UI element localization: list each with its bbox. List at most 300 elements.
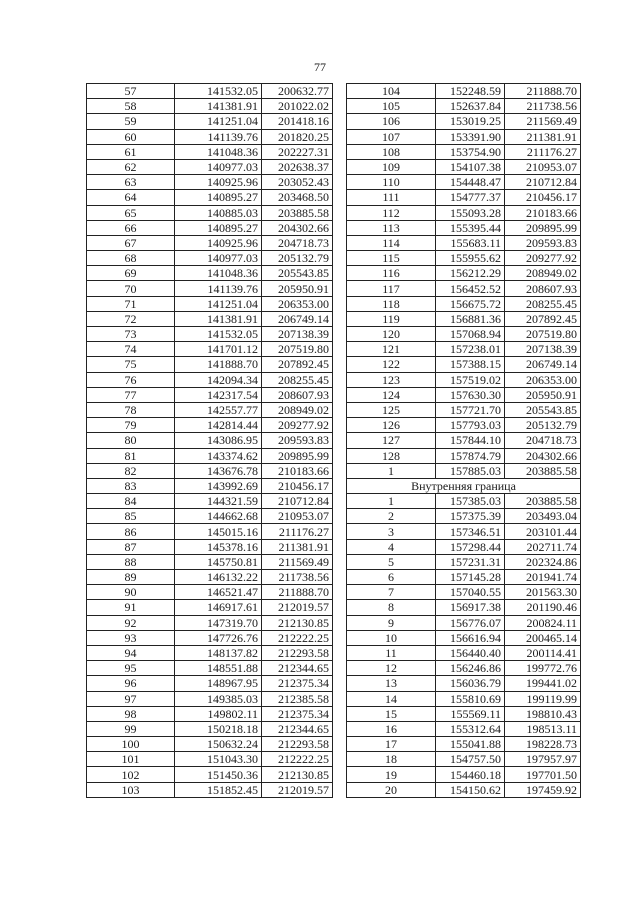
point-number-cell: 103: [87, 782, 175, 797]
point-number-cell: 81: [87, 448, 175, 463]
y-coordinate-cell: 208607.93: [262, 387, 333, 402]
x-coordinate-cell: 143676.78: [175, 463, 262, 478]
point-number-cell: 119: [347, 311, 436, 326]
point-number-cell: 98: [87, 706, 175, 721]
x-coordinate-cell: 157346.51: [436, 524, 505, 539]
y-coordinate-cell: 211888.70: [262, 585, 333, 600]
point-number-cell: 5: [347, 554, 436, 569]
table-row: [347, 84, 581, 99]
x-coordinate-cell: 156675.72: [436, 296, 505, 311]
x-coordinate-cell: 154777.37: [436, 190, 505, 205]
point-number-cell: 76: [87, 372, 175, 387]
point-number-cell: 1: [347, 463, 436, 478]
table-row: [87, 99, 333, 114]
y-coordinate-cell: 209895.99: [505, 220, 581, 235]
table-row: [347, 235, 581, 250]
y-coordinate-cell: 212375.34: [262, 676, 333, 691]
y-coordinate-cell: 201563.30: [505, 585, 581, 600]
table-row: [87, 357, 333, 372]
point-number-cell: 59: [87, 114, 175, 129]
y-coordinate-cell: 212385.58: [262, 691, 333, 706]
point-number-cell: 17: [347, 737, 436, 752]
table-row: [347, 448, 581, 463]
table-row: [347, 418, 581, 433]
point-number-cell: 72: [87, 311, 175, 326]
y-coordinate-cell: 202324.86: [505, 554, 581, 569]
table-row: [87, 220, 333, 235]
y-coordinate-cell: 197701.50: [505, 767, 581, 782]
x-coordinate-cell: 157298.44: [436, 539, 505, 554]
x-coordinate-cell: 152637.84: [436, 99, 505, 114]
y-coordinate-cell: 203885.58: [505, 494, 581, 509]
x-coordinate-cell: 157874.79: [436, 448, 505, 463]
x-coordinate-cell: 141532.05: [175, 84, 262, 99]
x-coordinate-cell: 154460.18: [436, 767, 505, 782]
x-coordinate-cell: 152248.59: [436, 84, 505, 99]
y-coordinate-cell: 207138.39: [262, 327, 333, 342]
x-coordinate-cell: 141532.05: [175, 327, 262, 342]
table-row: [347, 767, 581, 782]
table-row: [347, 645, 581, 660]
table-row: [347, 570, 581, 585]
point-number-cell: 77: [87, 387, 175, 402]
point-number-cell: 114: [347, 235, 436, 250]
y-coordinate-cell: 202711.74: [505, 539, 581, 554]
table-row: [347, 661, 581, 676]
x-coordinate-cell: 156452.52: [436, 281, 505, 296]
table-row: [87, 615, 333, 630]
x-coordinate-cell: 157145.28: [436, 570, 505, 585]
point-number-cell: 3: [347, 524, 436, 539]
table-row: [87, 433, 333, 448]
point-number-cell: 6: [347, 570, 436, 585]
point-number-cell: 100: [87, 737, 175, 752]
table-row: [87, 585, 333, 600]
x-coordinate-cell: 156917.38: [436, 600, 505, 615]
x-coordinate-cell: 141048.36: [175, 144, 262, 159]
point-number-cell: 82: [87, 463, 175, 478]
table-row: [87, 281, 333, 296]
point-number-cell: 90: [87, 585, 175, 600]
table-row: [87, 144, 333, 159]
table-row: [87, 478, 333, 493]
y-coordinate-cell: 202638.37: [262, 159, 333, 174]
y-coordinate-cell: 210953.07: [505, 159, 581, 174]
table-row: [347, 205, 581, 220]
x-coordinate-cell: 157068.94: [436, 327, 505, 342]
point-number-cell: 4: [347, 539, 436, 554]
x-coordinate-cell: 141381.91: [175, 99, 262, 114]
y-coordinate-cell: 201022.02: [262, 99, 333, 114]
y-coordinate-cell: 200632.77: [262, 84, 333, 99]
table-row: [347, 494, 581, 509]
point-number-cell: 14: [347, 691, 436, 706]
point-number-cell: 71: [87, 296, 175, 311]
point-number-cell: 16: [347, 721, 436, 736]
x-coordinate-cell: 141139.76: [175, 281, 262, 296]
y-coordinate-cell: 200465.14: [505, 630, 581, 645]
section-title: Внутренняя граница: [347, 478, 581, 493]
y-coordinate-cell: 212344.65: [262, 721, 333, 736]
x-coordinate-cell: 142814.44: [175, 418, 262, 433]
table-row: [87, 494, 333, 509]
table-row: [87, 554, 333, 569]
point-number-cell: 86: [87, 524, 175, 539]
x-coordinate-cell: 157885.03: [436, 463, 505, 478]
point-number-cell: 12: [347, 661, 436, 676]
y-coordinate-cell: 211738.56: [262, 570, 333, 585]
table-row: [87, 129, 333, 144]
point-number-cell: 122: [347, 357, 436, 372]
point-number-cell: 125: [347, 402, 436, 417]
point-number-cell: 11: [347, 645, 436, 660]
point-number-cell: 64: [87, 190, 175, 205]
x-coordinate-cell: 157519.02: [436, 372, 505, 387]
point-number-cell: 107: [347, 129, 436, 144]
table-row: [347, 281, 581, 296]
table-row: [87, 159, 333, 174]
y-coordinate-cell: 210456.17: [505, 190, 581, 205]
point-number-cell: 110: [347, 175, 436, 190]
table-row: [87, 402, 333, 417]
table-row: [347, 311, 581, 326]
y-coordinate-cell: 208607.93: [505, 281, 581, 296]
y-coordinate-cell: 211569.49: [505, 114, 581, 129]
table-row: [87, 661, 333, 676]
point-number-cell: 91: [87, 600, 175, 615]
point-number-cell: 104: [347, 84, 436, 99]
x-coordinate-cell: 153754.90: [436, 144, 505, 159]
x-coordinate-cell: 149385.03: [175, 691, 262, 706]
x-coordinate-cell: 155683.11: [436, 235, 505, 250]
table-row: [87, 706, 333, 721]
table-row: [347, 676, 581, 691]
y-coordinate-cell: 211888.70: [505, 84, 581, 99]
table-row: [87, 524, 333, 539]
table-row: [347, 99, 581, 114]
table-row: [347, 266, 581, 281]
y-coordinate-cell: 208255.45: [505, 296, 581, 311]
point-number-cell: 123: [347, 372, 436, 387]
table-row: [87, 539, 333, 554]
point-number-cell: 121: [347, 342, 436, 357]
point-number-cell: 73: [87, 327, 175, 342]
table-row: [87, 509, 333, 524]
table-row: [347, 721, 581, 736]
table-row: [347, 220, 581, 235]
y-coordinate-cell: 198513.11: [505, 721, 581, 736]
y-coordinate-cell: 211176.27: [505, 144, 581, 159]
table-row: [347, 296, 581, 311]
y-coordinate-cell: 207519.80: [505, 327, 581, 342]
x-coordinate-cell: 157238.01: [436, 342, 505, 357]
x-coordinate-cell: 156212.29: [436, 266, 505, 281]
y-coordinate-cell: 212019.57: [262, 600, 333, 615]
table-row: [347, 129, 581, 144]
y-coordinate-cell: 204302.66: [262, 220, 333, 235]
table-row: [347, 402, 581, 417]
y-coordinate-cell: 198228.73: [505, 737, 581, 752]
point-number-cell: 83: [87, 478, 175, 493]
y-coordinate-cell: 210456.17: [262, 478, 333, 493]
table-row: [87, 418, 333, 433]
x-coordinate-cell: 144662.68: [175, 509, 262, 524]
table-row: [87, 737, 333, 752]
y-coordinate-cell: 205950.91: [505, 387, 581, 402]
point-number-cell: 124: [347, 387, 436, 402]
x-coordinate-cell: 156246.86: [436, 661, 505, 676]
point-number-cell: 108: [347, 144, 436, 159]
x-coordinate-cell: 149802.11: [175, 706, 262, 721]
table-row: [87, 266, 333, 281]
x-coordinate-cell: 157231.31: [436, 554, 505, 569]
table-row: [87, 235, 333, 250]
point-number-cell: 65: [87, 205, 175, 220]
point-number-cell: 18: [347, 752, 436, 767]
y-coordinate-cell: 208949.02: [505, 266, 581, 281]
x-coordinate-cell: 146132.22: [175, 570, 262, 585]
point-number-cell: 70: [87, 281, 175, 296]
x-coordinate-cell: 154107.38: [436, 159, 505, 174]
y-coordinate-cell: 202227.31: [262, 144, 333, 159]
y-coordinate-cell: 212344.65: [262, 661, 333, 676]
x-coordinate-cell: 151450.36: [175, 767, 262, 782]
y-coordinate-cell: 204718.73: [505, 433, 581, 448]
point-number-cell: 120: [347, 327, 436, 342]
point-number-cell: 128: [347, 448, 436, 463]
y-coordinate-cell: 210712.84: [505, 175, 581, 190]
table-row: [347, 752, 581, 767]
x-coordinate-cell: 155312.64: [436, 721, 505, 736]
x-coordinate-cell: 141888.70: [175, 357, 262, 372]
table-row: [347, 159, 581, 174]
y-coordinate-cell: 211381.91: [505, 129, 581, 144]
y-coordinate-cell: 201820.25: [262, 129, 333, 144]
x-coordinate-cell: 147319.70: [175, 615, 262, 630]
point-number-cell: 113: [347, 220, 436, 235]
x-coordinate-cell: 141251.04: [175, 296, 262, 311]
table-row: [87, 327, 333, 342]
y-coordinate-cell: 203885.58: [262, 205, 333, 220]
x-coordinate-cell: 141381.91: [175, 311, 262, 326]
point-number-cell: 13: [347, 676, 436, 691]
point-number-cell: 93: [87, 630, 175, 645]
table-row: [87, 84, 333, 99]
x-coordinate-cell: 144321.59: [175, 494, 262, 509]
x-coordinate-cell: 155093.28: [436, 205, 505, 220]
y-coordinate-cell: 210953.07: [262, 509, 333, 524]
x-coordinate-cell: 143086.95: [175, 433, 262, 448]
y-coordinate-cell: 200114.41: [505, 645, 581, 660]
point-number-cell: 57: [87, 84, 175, 99]
x-coordinate-cell: 140977.03: [175, 159, 262, 174]
x-coordinate-cell: 154150.62: [436, 782, 505, 797]
table-row: [87, 448, 333, 463]
table-row: [347, 539, 581, 554]
y-coordinate-cell: 212293.58: [262, 645, 333, 660]
point-number-cell: 87: [87, 539, 175, 554]
table-row: [347, 387, 581, 402]
x-coordinate-cell: 153019.25: [436, 114, 505, 129]
table-row: [347, 691, 581, 706]
y-coordinate-cell: 205950.91: [262, 281, 333, 296]
table-row: [347, 144, 581, 159]
point-number-cell: 112: [347, 205, 436, 220]
y-coordinate-cell: 212019.57: [262, 782, 333, 797]
table-row: [87, 311, 333, 326]
y-coordinate-cell: 207519.80: [262, 342, 333, 357]
coordinates-table-right: [346, 83, 581, 798]
point-number-cell: 92: [87, 615, 175, 630]
x-coordinate-cell: 143992.69: [175, 478, 262, 493]
point-number-cell: 101: [87, 752, 175, 767]
point-number-cell: 15: [347, 706, 436, 721]
y-coordinate-cell: 205543.85: [505, 402, 581, 417]
table-row: [87, 676, 333, 691]
coordinates-table-left: [86, 83, 333, 798]
x-coordinate-cell: 146521.47: [175, 585, 262, 600]
point-number-cell: 109: [347, 159, 436, 174]
x-coordinate-cell: 148967.95: [175, 676, 262, 691]
y-coordinate-cell: 197957.97: [505, 752, 581, 767]
point-number-cell: 7: [347, 585, 436, 600]
table-row: [347, 782, 581, 797]
y-coordinate-cell: 205132.79: [505, 418, 581, 433]
x-coordinate-cell: 140977.03: [175, 251, 262, 266]
y-coordinate-cell: 204302.66: [505, 448, 581, 463]
x-coordinate-cell: 157844.10: [436, 433, 505, 448]
table-row: [347, 251, 581, 266]
y-coordinate-cell: 211569.49: [262, 554, 333, 569]
x-coordinate-cell: 151852.45: [175, 782, 262, 797]
point-number-cell: 9: [347, 615, 436, 630]
point-number-cell: 127: [347, 433, 436, 448]
point-number-cell: 63: [87, 175, 175, 190]
point-number-cell: 97: [87, 691, 175, 706]
y-coordinate-cell: 210183.66: [262, 463, 333, 478]
x-coordinate-cell: 156440.40: [436, 645, 505, 660]
x-coordinate-cell: 141048.36: [175, 266, 262, 281]
point-number-cell: 118: [347, 296, 436, 311]
table-row: [347, 190, 581, 205]
x-coordinate-cell: 157721.70: [436, 402, 505, 417]
table-row: [347, 554, 581, 569]
x-coordinate-cell: 157385.03: [436, 494, 505, 509]
point-number-cell: 69: [87, 266, 175, 281]
point-number-cell: 88: [87, 554, 175, 569]
y-coordinate-cell: 203052.43: [262, 175, 333, 190]
table-row: [347, 433, 581, 448]
table-row: [87, 752, 333, 767]
point-number-cell: 66: [87, 220, 175, 235]
point-number-cell: 67: [87, 235, 175, 250]
point-number-cell: 20: [347, 782, 436, 797]
y-coordinate-cell: 209277.92: [505, 251, 581, 266]
x-coordinate-cell: 143374.62: [175, 448, 262, 463]
y-coordinate-cell: 206749.14: [262, 311, 333, 326]
x-coordinate-cell: 146917.61: [175, 600, 262, 615]
x-coordinate-cell: 157375.39: [436, 509, 505, 524]
x-coordinate-cell: 142317.54: [175, 387, 262, 402]
table-row: [347, 327, 581, 342]
x-coordinate-cell: 155569.11: [436, 706, 505, 721]
y-coordinate-cell: 205132.79: [262, 251, 333, 266]
y-coordinate-cell: 207892.45: [505, 311, 581, 326]
table-row: [87, 387, 333, 402]
y-coordinate-cell: 200824.11: [505, 615, 581, 630]
table-row: [87, 190, 333, 205]
y-coordinate-cell: 199772.76: [505, 661, 581, 676]
table-row: [347, 463, 581, 478]
table-row: [347, 706, 581, 721]
table-row: [87, 645, 333, 660]
x-coordinate-cell: 140925.96: [175, 235, 262, 250]
point-number-cell: 2: [347, 509, 436, 524]
point-number-cell: 126: [347, 418, 436, 433]
table-row: [347, 737, 581, 752]
y-coordinate-cell: 211176.27: [262, 524, 333, 539]
table-row: [87, 721, 333, 736]
table-row: [347, 114, 581, 129]
x-coordinate-cell: 142094.34: [175, 372, 262, 387]
table-row: [87, 630, 333, 645]
y-coordinate-cell: 203885.58: [505, 463, 581, 478]
point-number-cell: 84: [87, 494, 175, 509]
y-coordinate-cell: 212375.34: [262, 706, 333, 721]
y-coordinate-cell: 212222.25: [262, 752, 333, 767]
x-coordinate-cell: 150218.18: [175, 721, 262, 736]
y-coordinate-cell: 207138.39: [505, 342, 581, 357]
y-coordinate-cell: 206353.00: [505, 372, 581, 387]
y-coordinate-cell: 206749.14: [505, 357, 581, 372]
y-coordinate-cell: 199441.02: [505, 676, 581, 691]
point-number-cell: 96: [87, 676, 175, 691]
x-coordinate-cell: 150632.24: [175, 737, 262, 752]
x-coordinate-cell: 156776.07: [436, 615, 505, 630]
x-coordinate-cell: 155041.88: [436, 737, 505, 752]
table-row: [347, 342, 581, 357]
x-coordinate-cell: 157040.55: [436, 585, 505, 600]
table-row: [347, 524, 581, 539]
y-coordinate-cell: 208949.02: [262, 402, 333, 417]
table-row: [347, 175, 581, 190]
point-number-cell: 95: [87, 661, 175, 676]
point-number-cell: 94: [87, 645, 175, 660]
y-coordinate-cell: 206353.00: [262, 296, 333, 311]
table-row: [87, 691, 333, 706]
point-number-cell: 115: [347, 251, 436, 266]
point-number-cell: 60: [87, 129, 175, 144]
x-coordinate-cell: 157793.03: [436, 418, 505, 433]
x-coordinate-cell: 155395.44: [436, 220, 505, 235]
x-coordinate-cell: 155955.62: [436, 251, 505, 266]
page-number: 77: [314, 60, 326, 74]
y-coordinate-cell: 203493.04: [505, 509, 581, 524]
x-coordinate-cell: 145378.16: [175, 539, 262, 554]
point-number-cell: 68: [87, 251, 175, 266]
y-coordinate-cell: 201418.16: [262, 114, 333, 129]
point-number-cell: 106: [347, 114, 436, 129]
y-coordinate-cell: 205543.85: [262, 266, 333, 281]
point-number-cell: 105: [347, 99, 436, 114]
x-coordinate-cell: 148551.88: [175, 661, 262, 676]
x-coordinate-cell: 145015.16: [175, 524, 262, 539]
y-coordinate-cell: 210712.84: [262, 494, 333, 509]
x-coordinate-cell: 140925.96: [175, 175, 262, 190]
y-coordinate-cell: 201190.46: [505, 600, 581, 615]
x-coordinate-cell: 155810.69: [436, 691, 505, 706]
x-coordinate-cell: 156036.79: [436, 676, 505, 691]
